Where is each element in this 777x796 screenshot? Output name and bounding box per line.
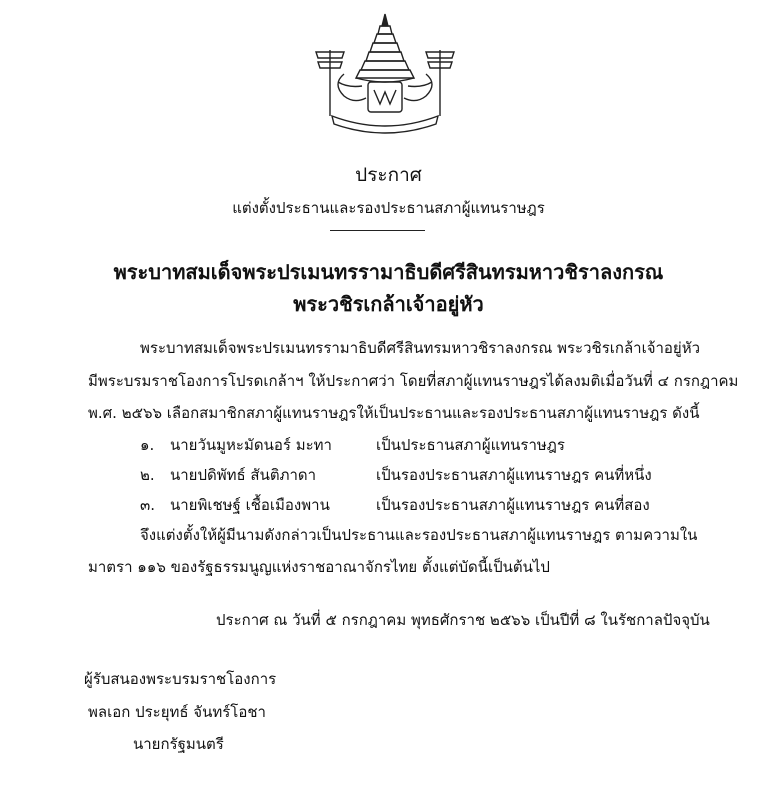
appointee-name: นายปดิพัทธ์ สันติภาดา [170,466,317,484]
countersign-label: ผู้รับสนองพระบรมราชโองการ [84,670,277,688]
paragraph-1-line-1: พระบาทสมเด็จพระปรเมนทรรามาธิบดีศรีสินทรมหาวชิราลงกรณ พระวชิรเกล้าเจ้าอยู่หัว [140,339,701,357]
king-title-line-2: พระวชิรเกล้าเจ้าอยู่หัว [293,292,484,316]
king-title-line-1: พระบาทสมเด็จพระปรเมนทรรามาธิบดีศรีสินทรมหาวชิราลงกรณ [113,260,664,284]
paragraph-1-line-2: มีพระบรมราชโองการโปรดเกล้าฯ ให้ประกาศว่า โดยที่สภาผู้แทนราษฎรได้ลงมติเมื่อวันที่ ๔ กรกฎาคม [88,372,739,390]
paragraph-2-line-2: มาตรา ๑๑๖ ของรัฐธรรมนูญแห่งราชอาณาจักรไทย ตั้งแต่บัดนี้เป็นต้นไป [88,558,550,576]
paragraph-2-line-1: จึงแต่งตั้งให้ผู้มีนามดังกล่าวเป็นประธานและรองประธานสภาผู้แทนราษฎร ตามความใน [140,526,698,544]
appointment-number: ๑. [140,436,155,454]
announcement-date: ประกาศ ณ วันที่ ๕ กรกฎาคม พุทธศักราช ๒๕๖๖ เป็นปีที่ ๘ ในรัชกาลปัจจุบัน [216,611,710,629]
appointee-name: นายวันมูหะมัดนอร์ มะทา [170,436,332,454]
appointment-number: ๓. [140,496,156,514]
appointee-position: เป็นรองประธานสภาผู้แทนราษฎร คนที่หนึ่ง [376,466,652,484]
appointee-name: นายพิเชษฐ์ เชื้อเมืองพาน [170,496,330,514]
announcement-subtitle: แต่งตั้งประธานและรองประธานสภาผู้แทนราษฎร [232,199,545,217]
royal-emblem-icon [310,12,460,137]
appointee-position: เป็นประธานสภาผู้แทนราษฎร [376,436,565,454]
appointment-number: ๒. [140,466,155,484]
appointee-position: เป็นรองประธานสภาผู้แทนราษฎร คนที่สอง [376,496,650,514]
paragraph-1-line-3: พ.ศ. ๒๕๖๖ เลือกสมาชิกสภาผู้แทนราษฎรให้เป็นประธานและรองประธานสภาผู้แทนราษฎร ดังนี้ [88,404,700,422]
countersign-title: นายกรัฐมนตรี [133,735,224,753]
countersign-name: พลเอก ประยุทธ์ จันทร์โอชา [88,703,266,721]
announcement-title: ประกาศ [355,164,422,186]
title-divider [330,230,425,231]
